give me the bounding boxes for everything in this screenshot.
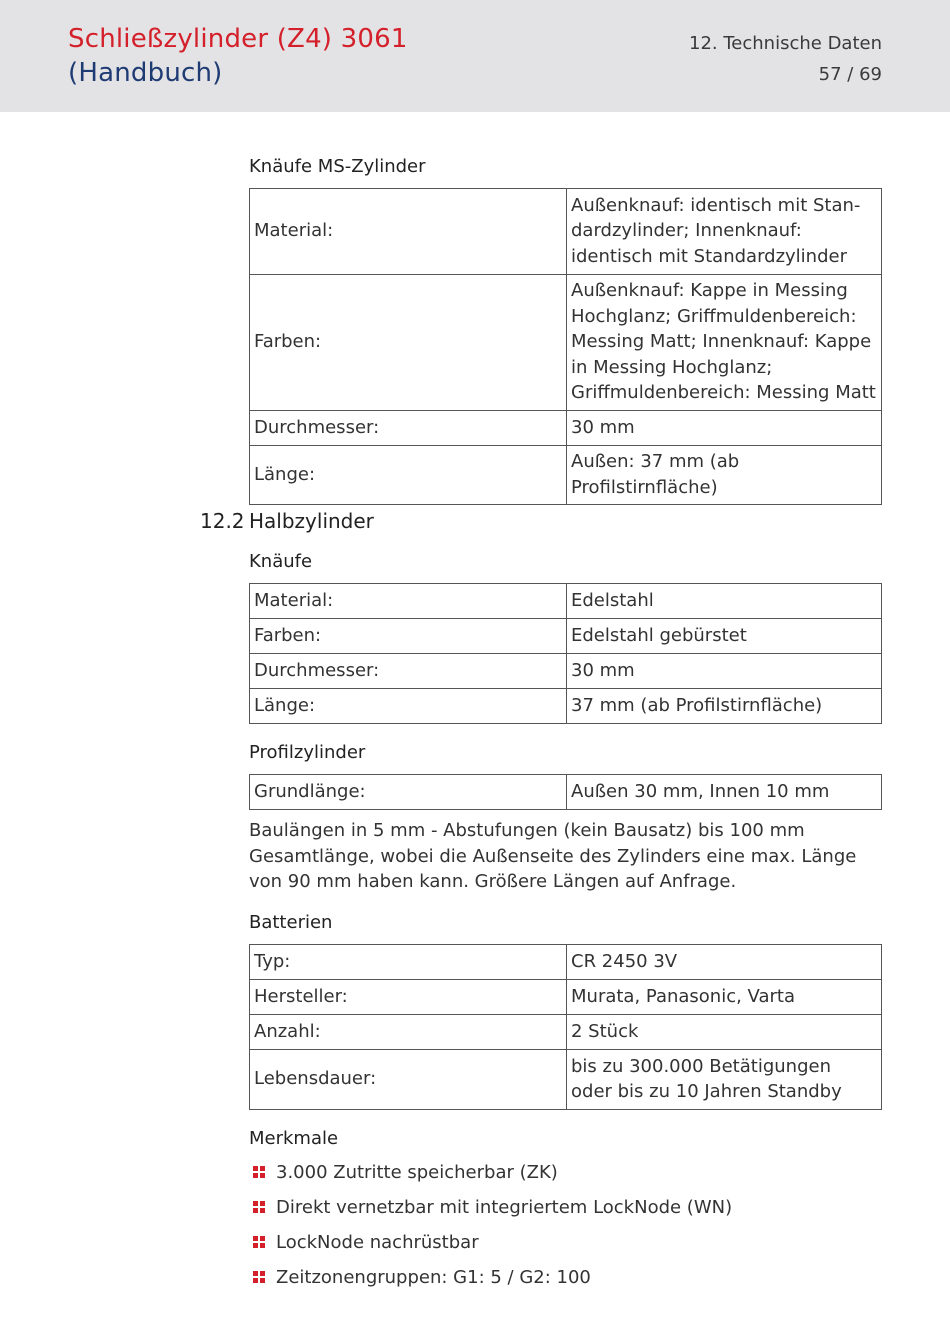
list-item <box>249 1264 732 1299</box>
list-item <box>249 1229 732 1264</box>
bullet-icon <box>253 1236 265 1248</box>
profil-note: Baulängen in 5 mm - Abstufungen (kein Bausatz) bis 100 mm Gesamtlänge, wobei die Außenseite des Zylinders eine max. Länge von 90 mm haben kann. Größere Längen auf Anfrage. <box>249 820 857 892</box>
row-key: Material: <box>250 584 567 619</box>
table-row <box>250 584 882 619</box>
table-row <box>250 411 882 446</box>
row-key: Material: <box>250 189 567 275</box>
title-line-2: (Handbuch) <box>68 58 223 88</box>
row-value: Außenknauf: identisch mit Standardzylinder; Innenknauf: identisch mit Standardzylinder <box>567 189 882 275</box>
list-item-text: LockNode nachrüstbar <box>276 1232 479 1253</box>
row-value: 37 mm (ab Profilstirnfläche) <box>567 689 882 724</box>
heading-merkmale: Merkmale <box>249 1128 339 1149</box>
list-item <box>249 1159 732 1194</box>
row-value: 2 Stück <box>567 1015 882 1050</box>
table-knaeufe <box>249 583 882 724</box>
row-key: Hersteller: <box>250 980 567 1015</box>
row-key: Durchmesser: <box>250 654 567 689</box>
row-value: 30 mm <box>567 411 882 446</box>
page-number: 57 / 69 <box>818 64 882 85</box>
row-value: Außenknauf: Kappe in Messing Hochglanz; Griffmuldenbereich: Messing Matt; Innenknauf: Kappe in Messing Hochglanz; Griffmuldenbereich: Messing Matt <box>567 275 882 411</box>
row-key: Farben: <box>250 619 567 654</box>
list-item-text: 3.000 Zutritte speicherbar (ZK) <box>276 1162 558 1183</box>
chapter-label: 12. Technische Daten <box>689 33 882 54</box>
row-value: CR 2450 3V <box>567 945 882 980</box>
row-value: Außen 30 mm, Innen 10 mm <box>567 775 882 810</box>
row-value: Edelstahl gebürstet <box>567 619 882 654</box>
heading-batterien: Batterien <box>249 912 333 933</box>
table-row <box>250 189 882 275</box>
row-value: bis zu 300.000 Betätigungen oder bis zu 10 Jahren Standby <box>567 1050 882 1110</box>
row-value: 30 mm <box>567 654 882 689</box>
row-value: Außen: 37 mm (ab Profilstirnfläche) <box>567 446 882 505</box>
bullet-icon <box>253 1271 265 1283</box>
table-row <box>250 275 882 411</box>
row-key: Farben: <box>250 275 567 411</box>
row-key: Grundlänge: <box>250 775 567 810</box>
title-line-1: Schließzylinder (Z4) 3061 <box>68 24 408 54</box>
table-row <box>250 654 882 689</box>
table-row <box>250 1050 882 1110</box>
row-key: Länge: <box>250 689 567 724</box>
heading-knaeufe: Knäufe <box>249 551 313 572</box>
table-row <box>250 945 882 980</box>
row-key: Lebensdauer: <box>250 1050 567 1110</box>
document-title <box>68 22 408 90</box>
section-heading <box>200 509 374 533</box>
bullet-icon <box>253 1166 265 1178</box>
row-key: Anzahl: <box>250 1015 567 1050</box>
table-knaeufe-ms <box>249 188 882 505</box>
row-key: Länge: <box>250 446 567 505</box>
list-item <box>249 1194 732 1229</box>
table-row <box>250 980 882 1015</box>
list-item-text: Direkt vernetzbar mit integriertem LockNode (WN) <box>276 1197 733 1218</box>
list-item-text: Zeitzonengruppen: G1: 5 / G2: 100 <box>276 1267 591 1288</box>
row-value: Murata, Panasonic, Varta <box>567 980 882 1015</box>
heading-profilzylinder: Profilzylinder <box>249 742 366 763</box>
table-batterien <box>249 944 882 1110</box>
section-title: Halbzylinder <box>249 509 374 533</box>
row-key: Typ: <box>250 945 567 980</box>
bullet-icon <box>253 1201 265 1213</box>
section-number: 12.2 <box>200 509 245 533</box>
table-row <box>250 619 882 654</box>
feature-list <box>249 1159 732 1299</box>
row-key: Durchmesser: <box>250 411 567 446</box>
table-row <box>250 1015 882 1050</box>
header-info <box>689 28 882 90</box>
table-profilzylinder <box>249 774 882 810</box>
table-row <box>250 446 882 505</box>
table-row <box>250 689 882 724</box>
table-row <box>250 775 882 810</box>
heading-knaeufe-ms: Knäufe MS-Zylinder <box>249 156 426 177</box>
page-header <box>0 0 950 112</box>
row-value: Edelstahl <box>567 584 882 619</box>
